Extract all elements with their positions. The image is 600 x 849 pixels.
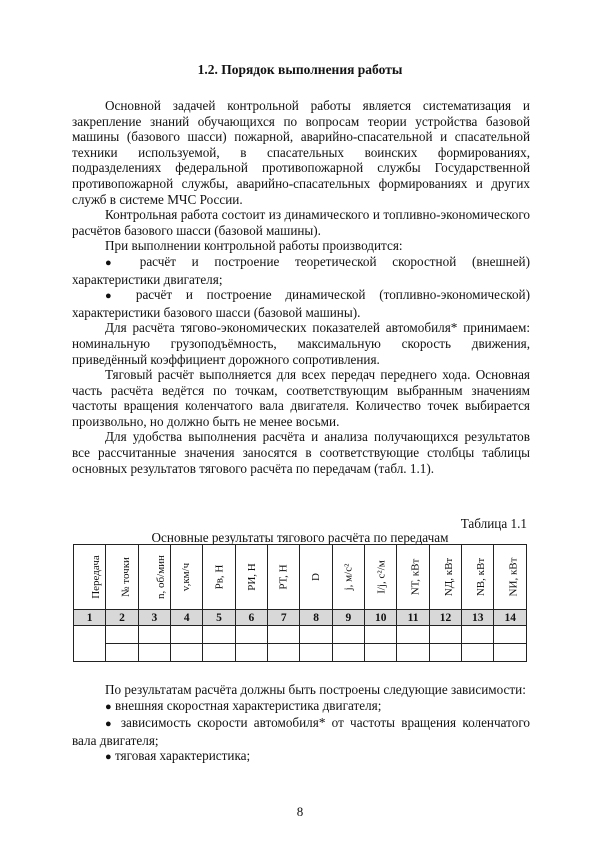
empty-cell (332, 626, 364, 644)
bullet-icon: ● (105, 290, 123, 303)
header-cell: NТ, кВт (397, 545, 429, 610)
empty-cell (494, 626, 527, 644)
header-cell: Pв, Н (203, 545, 235, 610)
bullet-item: ● расчёт и построение динамической (топливно-экономической) характеристики базового шасси (базовой машины). (72, 287, 530, 320)
paragraph: Основной задачей контрольной работы является систематизация и закрепление знаний обучающихся по вопросам теории устройства базовой машины (базового шасси) пожарной, аварийно-спасательной и спасательной техники используемой, в спасательных воинских формированиях, подразделениях федеральной противопожарной службы Государственной противопожарной службы, аварийно-спасательных формированиях и других служб в системе МЧС России. (72, 98, 530, 207)
page-number: 8 (296, 804, 304, 819)
body-text-bottom (72, 682, 530, 766)
empty-cell (203, 626, 235, 644)
number-cell: 9 (332, 610, 364, 626)
bullet-icon: ● (105, 256, 125, 269)
empty-cell (106, 644, 138, 662)
header-cell: PТ, Н (268, 545, 300, 610)
empty-cell (300, 644, 332, 662)
body-text-top (72, 98, 530, 476)
empty-cell (494, 644, 527, 662)
empty-cell (462, 626, 494, 644)
bullet-item: ● зависимость скорости автомобиля* от частоты вращения коленчатого вала двигателя; (72, 715, 530, 748)
table-row (74, 626, 527, 644)
bullet-item: ● внешняя скоростная характеристика двигателя; (105, 697, 382, 713)
header-cell: D (300, 545, 332, 610)
number-cell: 10 (365, 610, 397, 626)
results-table (73, 544, 527, 662)
section-heading: 1.2. Порядок выполнения работы (197, 62, 403, 77)
number-cell: 6 (235, 610, 267, 626)
empty-cell (171, 626, 203, 644)
empty-cell (300, 626, 332, 644)
empty-cell (332, 644, 364, 662)
table-number: Таблица 1.1 (460, 516, 527, 531)
empty-cell (462, 644, 494, 662)
empty-cell (171, 644, 203, 662)
empty-cell (203, 644, 235, 662)
bullet-icon: ● (105, 718, 115, 731)
empty-cell (268, 626, 300, 644)
table-header-row (74, 545, 527, 610)
empty-cell (235, 626, 267, 644)
empty-cell (429, 626, 461, 644)
empty-cell (235, 644, 267, 662)
paragraph: При выполнении контрольной работы производится: (105, 238, 403, 254)
table-row (74, 644, 527, 662)
number-cell: 4 (171, 610, 203, 626)
empty-cell (365, 644, 397, 662)
number-cell: 5 (203, 610, 235, 626)
empty-cell (138, 644, 170, 662)
paragraph: Контрольная работа состоит из динамического и топливно-экономического расчётов базового шасси (базовой машины). (72, 207, 530, 238)
header-cell: № точки (106, 545, 138, 610)
number-cell: 11 (397, 610, 429, 626)
paragraph: Для расчёта тягово-экономических показателей автомобиля* принимаем: номинальную грузоподъёмность, максимальную скорость движения, приведённый коэффициент дорожного сопротивления. (72, 320, 530, 367)
bullet-item: ● расчёт и построение теоретической скоростной (внешней) характеристики двигателя; (72, 253, 530, 287)
number-cell: 3 (138, 610, 170, 626)
number-cell: 12 (429, 610, 461, 626)
header-cell: NД, кВт (429, 545, 461, 610)
header-cell: PИ, Н (235, 545, 267, 610)
empty-cell (397, 644, 429, 662)
empty-cell (106, 626, 138, 644)
header-cell: NИ, кВт (494, 545, 527, 610)
empty-cell (429, 644, 461, 662)
number-cell: 1 (74, 610, 106, 626)
empty-cell (138, 626, 170, 644)
number-cell: 2 (106, 610, 138, 626)
bullet-icon: ● (105, 700, 112, 713)
header-cell: Передача (74, 545, 106, 610)
empty-cell (365, 626, 397, 644)
bullet-icon: ● (105, 751, 112, 764)
bullet-item: ● тяговая характеристика; (105, 748, 251, 764)
paragraph: Для удобства выполнения расчёта и анализа получающихся результатов все рассчитанные значения заносятся в соответствующие столбцы таблицы основных результатов тягового расчёта по передачам (табл. 1.1). (72, 429, 530, 476)
empty-cell (268, 644, 300, 662)
header-cell: n, об/мин (138, 545, 170, 610)
table-numbers-row (74, 610, 527, 626)
number-cell: 7 (268, 610, 300, 626)
header-cell: v,км/ч (171, 545, 203, 610)
table-caption: Основные результаты тягового расчёта по передачам (151, 530, 449, 545)
header-cell: j, м/с² (332, 545, 364, 610)
number-cell: 14 (494, 610, 527, 626)
number-cell: 8 (300, 610, 332, 626)
empty-cell (397, 626, 429, 644)
header-cell: NВ, кВт (462, 545, 494, 610)
empty-cell (74, 626, 106, 662)
number-cell: 13 (462, 610, 494, 626)
header-cell: I/j, с²/м (365, 545, 397, 610)
paragraph: По результатам расчёта должны быть построены следующие зависимости: (105, 682, 526, 697)
paragraph: Тяговый расчёт выполняется для всех передач переднего хода. Основная часть расчёта ведётся по точкам, соответствующим выбранным значениям частоты вращения коленчатого вала двигателя. Количество точек выбирается произвольно, но должно быть не менее восьми. (72, 367, 530, 429)
